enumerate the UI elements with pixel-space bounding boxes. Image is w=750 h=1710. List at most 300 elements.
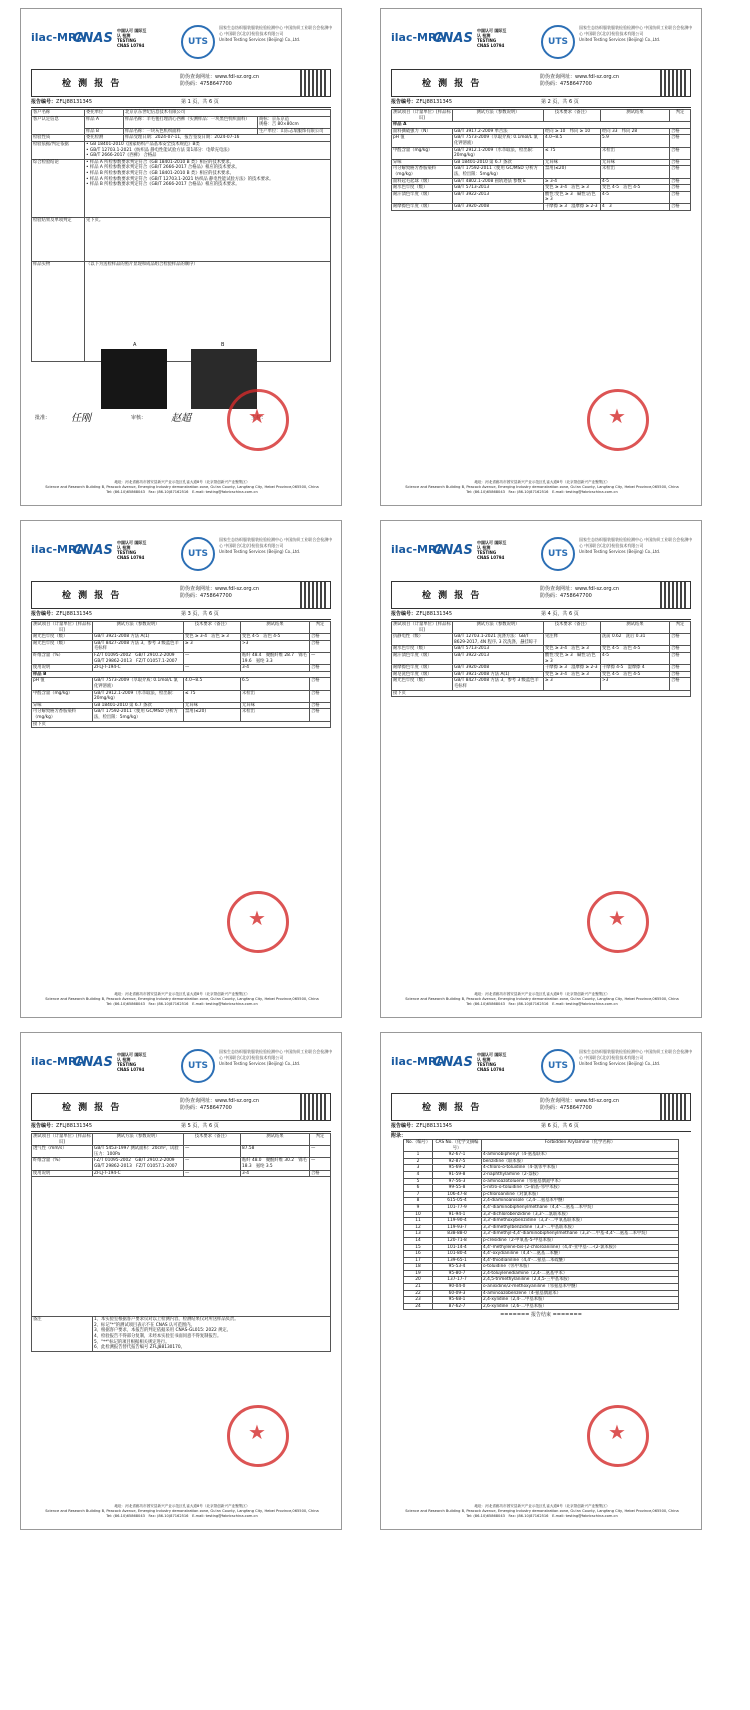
table-row xyxy=(32,709,331,721)
basis-label: 检验依据/判定依据 xyxy=(32,141,85,159)
table-cell: GB/T 3920-2008 xyxy=(453,203,544,210)
table-cell: GB/T 3922-2013 xyxy=(453,652,544,664)
note-item: 6、此检测报告替代报告编号 ZFLJ88130170。 xyxy=(94,1345,185,1351)
table-row xyxy=(32,217,331,261)
lab-name-cn: 国家生态纺织服装服装检验检测中心 中国纺织工业联合会检测中心 中国联合(北京)检验技术有限公司 xyxy=(219,537,333,548)
table-cell: FZ/T 01095-2002 GB/T 2910.2-2009 GB/T 29862-2013 FZ/T 01057.1-2007 xyxy=(93,652,184,664)
col-header: 测试方法（参数说明） xyxy=(453,622,544,634)
report-header xyxy=(31,69,331,97)
query-site: 防伪查询网址：www.fdl-sz.org.cn xyxy=(180,586,260,592)
table-cell: 合格 xyxy=(310,665,331,672)
table-row xyxy=(404,1178,679,1185)
table-cell: 16 xyxy=(404,1251,433,1258)
table-cell: 5.9 xyxy=(601,135,670,147)
table-cell: 透气性（mm/s） xyxy=(32,1146,93,1158)
table-cell: 合格 xyxy=(670,185,691,192)
cnas-accreditation-text: 中国认可 国际互认 检测 TESTING CNAS L0794 xyxy=(117,28,147,48)
report-no: ZFLJ88131345 xyxy=(56,1123,93,1129)
ilac-mra-logo: ilac-MRA xyxy=(391,1055,445,1068)
table-cell: GB/T 3921-2008 方法 A(1) xyxy=(453,671,544,678)
report-page-3 xyxy=(20,520,342,1018)
letterhead xyxy=(391,1045,691,1093)
table-row xyxy=(32,690,331,702)
type-value: 委托检测 xyxy=(85,135,124,142)
cnas-logo: CNAS xyxy=(73,31,113,46)
note-item: 2、标记"*"的测试项目表示不在 CNAS 认可范围内。 xyxy=(94,1322,195,1328)
table-header-row xyxy=(404,1140,679,1152)
table-row xyxy=(404,1244,679,1251)
table-cell: 合格 xyxy=(670,678,691,690)
table-row xyxy=(32,159,331,217)
table-header-row xyxy=(392,622,691,634)
table-cell: 合格 xyxy=(670,191,691,203)
query-site: 防伪查询网址：www.fdl-sz.org.cn xyxy=(540,1098,620,1104)
lab-name-en: United Testing Services (Beijing) Co.,Ltd. xyxy=(579,549,661,554)
col-header: 测试结果 xyxy=(601,622,670,634)
report-page-6 xyxy=(380,1032,702,1530)
lab-name-en: United Testing Services (Beijing) Co.,Ltd. xyxy=(579,1061,661,1066)
table-row xyxy=(404,1251,679,1258)
footer-cn: 地址：河北省廊坊市固安县新兴产业示范区孔雀大道8号（北京领创新兴产业聚集区） xyxy=(114,480,250,484)
table-cell: 合格 xyxy=(670,128,691,135)
table-cell: 2,4-xylidine（2,4-二甲基苯胺） xyxy=(482,1297,679,1304)
report-header xyxy=(31,581,331,609)
report-page-1 xyxy=(20,8,342,506)
table-cell: 4-aminoazobenzene（4-氨基偶氮苯） xyxy=(482,1290,679,1297)
report-body xyxy=(391,109,691,211)
ilac-mra-logo: ilac-MRA xyxy=(31,31,85,44)
table-row xyxy=(32,634,331,641)
table-cell: 可分解致癌芳香胺染料（mg/kg） xyxy=(32,709,93,721)
table-row xyxy=(392,678,691,690)
report-body xyxy=(31,109,331,362)
red-seal-stamp xyxy=(227,389,289,451)
table-cell: — xyxy=(184,652,241,664)
table-row xyxy=(392,191,691,203)
table-cell: 未检出 xyxy=(241,709,310,721)
col-header: 技术要求（备注） xyxy=(544,110,601,122)
table-row xyxy=(32,640,331,652)
table-cell: 可分解致癌芳香胺染料（mg/kg） xyxy=(392,166,453,178)
table-cell: 92-87-5 xyxy=(433,1158,482,1165)
table-cell: 139-65-1 xyxy=(433,1257,482,1264)
table-cell: 面料起毛起球（级） xyxy=(392,178,453,185)
lab-name xyxy=(219,1049,335,1067)
continued-note: 接下页 xyxy=(392,690,691,697)
review-signature: 赵超 xyxy=(171,413,191,424)
report-number-row xyxy=(391,1121,691,1132)
page-number: 第 5 页，共 6 页 xyxy=(181,1123,219,1129)
table-cell: 101-77-9 xyxy=(433,1204,482,1211)
table-cell: 合格 xyxy=(670,634,691,646)
cnas-logo: CNAS xyxy=(433,1055,473,1070)
report-title: 检 测 报 告 xyxy=(62,591,122,601)
section-row xyxy=(32,671,331,678)
sample-label: 客户认定信息 xyxy=(32,116,85,135)
footer-tel: Tel: (86-10)65868043 Fax: (86-10)87162516 E-mail: testing@fabricschina.com.cn xyxy=(466,1514,618,1518)
table-cell: 2,4,5-trimethylaniline（2,4,5-三甲基苯胺） xyxy=(482,1277,679,1284)
table-cell: 纤维含量（%） xyxy=(32,652,93,664)
table-cell: 137-17-7 xyxy=(433,1277,482,1284)
table-cell: 2,6-xylidine（2,6-二甲基苯胺） xyxy=(482,1303,679,1310)
uts-logo: UTS xyxy=(541,537,575,571)
results-rows xyxy=(32,634,331,672)
col-header: 测试方法（参数说明） xyxy=(453,110,544,122)
page-number: 第 1 页，共 6 页 xyxy=(181,99,219,105)
table-cell: — xyxy=(310,652,331,664)
page-footer xyxy=(387,480,697,495)
report-number-row xyxy=(31,609,331,620)
client-sub: 委托单位 xyxy=(85,110,124,117)
table-cell: 变色 4-5 沾色 4-5 xyxy=(601,646,670,653)
table-cell: ≥ 3 xyxy=(544,678,601,690)
table-cell: 异味 xyxy=(32,702,93,709)
table-cell: 无异味 xyxy=(544,159,601,166)
footer-tel: Tel: (86-10)65868043 Fax: (86-10)87162516 E-mail: testing@fabricschina.com.cn xyxy=(466,490,618,494)
table-cell: >3 xyxy=(601,678,670,690)
table-cell: pH 值 xyxy=(392,135,453,147)
table-row xyxy=(404,1224,679,1231)
table-cell: 5-nitro-o-toluidine（5-硝基-邻甲苯胺） xyxy=(482,1185,679,1192)
lab-name xyxy=(579,1049,695,1067)
query-code: 防伪码：4758647700 xyxy=(540,81,592,87)
table-row xyxy=(392,166,691,178)
table-row xyxy=(404,1264,679,1271)
anti-fake-info xyxy=(540,586,619,600)
blank-area xyxy=(32,1177,331,1317)
table-row xyxy=(392,128,691,135)
col-header: 判定 xyxy=(310,1134,331,1146)
table-cell: GB/T 3922-2013 xyxy=(453,191,544,203)
table-cell: 干摩擦 ≥ 3 湿摩擦 ≥ 2-3 xyxy=(544,665,601,672)
table-cell: GB/T 17592-2011（使用 GC/MSD 分析方法，检出限：5mg/kg） xyxy=(93,709,184,721)
footer-cn: 地址：河北省廊坊市固安县新兴产业示范区孔雀大道8号（北京领创新兴产业聚集区） xyxy=(474,1504,610,1508)
qr-code xyxy=(300,1094,326,1120)
cnas-accreditation-text: 中国认可 国际互认 检测 TESTING CNAS L0794 xyxy=(117,540,147,560)
table-row xyxy=(404,1257,679,1264)
footer-en: Science and Research Building B, Peacock Avenue, Emerging Industry demonstration zone, Gu'an County, Langfang City, Hebei Province,065500, China xyxy=(405,485,679,489)
col-header: CAS No.（化学文摘编号） xyxy=(433,1140,482,1152)
table-cell: 838-88-0 xyxy=(433,1231,482,1238)
ilac-mra-logo: ilac-MRA xyxy=(31,1055,85,1068)
table-cell: 经向 ≥ 10 纬向 ≥ 10 xyxy=(544,128,601,135)
table-row xyxy=(404,1297,679,1304)
table-cell: 合格 xyxy=(670,159,691,166)
report-body xyxy=(391,1133,691,1318)
table-header-row xyxy=(32,622,331,634)
table-cell: o-aminoazotoluene（邻氨基偶氮甲苯） xyxy=(482,1178,679,1185)
table-cell: 面料撕破强力（N） xyxy=(392,128,453,135)
sample-b: 样品 B xyxy=(85,128,124,135)
query-code: 防伪码：4758647700 xyxy=(540,593,592,599)
table-row xyxy=(32,1317,331,1352)
col-header: 测试结果 xyxy=(601,110,670,122)
ilac-mra-logo: ilac-MRA xyxy=(391,543,445,556)
table-cell: 21 xyxy=(404,1284,433,1291)
client-label: 客户名称 xyxy=(32,110,85,117)
table-cell: 4,4'-diaminobiphenylmethane（4,4'-二氨基二苯甲烷） xyxy=(482,1204,679,1211)
swatch-b-label: B xyxy=(221,342,225,348)
table-cell: 使用说明 xyxy=(32,665,93,672)
table-cell: benzidine（联苯胺） xyxy=(482,1158,679,1165)
table-cell: GB 18401-2010 第 6.7 条款 xyxy=(453,159,544,166)
arylamine-table xyxy=(403,1139,679,1310)
footer-en: Science and Research Building B, Peacock Avenue, Emerging Industry demonstration zone, Gu'an County, Langfang City, Hebei Province,065500, China xyxy=(405,997,679,1001)
report-number-row xyxy=(391,609,691,620)
table-cell: p-chloroaniline（对氯苯胺） xyxy=(482,1191,679,1198)
query-code: 防伪码：4758647700 xyxy=(180,81,232,87)
table-cell: 4-5 xyxy=(601,178,670,185)
table-cell: — xyxy=(310,1146,331,1158)
cnas-accreditation-text: 中国认可 国际互认 检测 TESTING CNAS L0794 xyxy=(477,540,507,560)
table-cell: — xyxy=(184,1146,241,1158)
table-row xyxy=(404,1284,679,1291)
red-seal-stamp xyxy=(587,891,649,953)
col-header: 技术要求（备注） xyxy=(184,1134,241,1146)
table-cell: 3,3'-dimethyl-4,4'-diaminobiphenylmethane（3,3'-二甲基-4,4'-二氨基二苯甲烷） xyxy=(482,1231,679,1238)
col-header: 测试项目（计量单位）[样品标识] xyxy=(33,622,91,633)
col-header: 测试结果 xyxy=(241,1134,310,1146)
fabric-swatch-a xyxy=(101,349,167,409)
table-cell: o-anisidine/2-methoxyaniline（邻氨基苯甲醚） xyxy=(482,1284,679,1291)
table-cell: 合格 xyxy=(670,671,691,678)
table-cell: 变色 ≥ 3-4 沾色 ≥ 3 xyxy=(544,185,601,192)
brand: 商标：京东京造 xyxy=(259,116,290,122)
sample-a: 样品 A xyxy=(85,116,124,128)
table-cell: 5 xyxy=(404,1178,433,1185)
table-row xyxy=(404,1237,679,1244)
col-header: 测试方法（参数说明） xyxy=(93,1134,184,1146)
table-row xyxy=(392,652,691,664)
table-cell: 3,3'-dimethoxybenzidine（3,3'-二甲氧基联苯胺） xyxy=(482,1218,679,1225)
table-cell: 耐光色牢度（级） xyxy=(32,640,93,652)
table-cell: 干摩擦 4-5 湿摩擦 4 xyxy=(601,665,670,672)
ilac-mra-logo: ilac-MRA xyxy=(391,31,445,44)
query-site: 防伪查询网址：www.fdl-sz.org.cn xyxy=(540,74,620,80)
swatch-a-label: A xyxy=(133,342,137,348)
table-cell: 耐光色牢度（级） xyxy=(32,634,93,641)
table-cell: 4,4'-thiodianiline（4,4'-二氨基二苯硫醚） xyxy=(482,1257,679,1264)
section-row xyxy=(392,122,691,129)
table-cell: GB/T 7573-2009（萃取介质: 0.1mol/L 氯化钾溶液） xyxy=(453,135,544,147)
section-label: 样品 A xyxy=(392,122,691,129)
table-cell: 2 xyxy=(404,1158,433,1165)
table-cell: 119-90-4 xyxy=(433,1218,482,1225)
table-cell: 无异味 xyxy=(184,702,241,709)
col-header: 技术要求（备注） xyxy=(184,622,241,634)
table-row xyxy=(392,147,691,159)
lab-name-en: United Testing Services (Beijing) Co.,Ltd. xyxy=(219,549,301,554)
table-cell: 合格 xyxy=(310,634,331,641)
table-cell: 合格 xyxy=(310,1170,331,1177)
report-no: ZFLJ88131345 xyxy=(56,99,93,105)
anti-fake-info xyxy=(180,1098,259,1112)
table-cell: 4-5 xyxy=(601,191,670,203)
table-cell: 耐摩擦色牢度（级） xyxy=(392,203,453,210)
table-cell: GB/T 3921-2008 方法 A(1) xyxy=(93,634,184,641)
approve-signature: 任刚 xyxy=(71,413,91,424)
table-cell: 4-aminobiphenyl（4-氨基联苯） xyxy=(482,1152,679,1159)
table-cell: GB/T 8427-2008 方法 3，参考 3 级蓝色羊毛标样 xyxy=(93,640,184,652)
report-page-4 xyxy=(380,520,702,1018)
table-row xyxy=(32,1158,331,1170)
table-cell: 洗前 0.62 洗后 0.31 xyxy=(601,634,670,646)
footer-cn: 地址：河北省廊坊市固安县新兴产业示范区孔雀大道8号（北京领创新兴产业聚集区） xyxy=(474,480,610,484)
table-row xyxy=(32,116,331,128)
table-cell: 合格 xyxy=(670,178,691,185)
basis-item: • GB 18401-2010《国家纺织产品基本安全技术规范》B类 xyxy=(86,141,200,147)
table-cell: 变色 4-5 沾色 4-5 xyxy=(601,185,670,192)
table-cell: 91-94-1 xyxy=(433,1211,482,1218)
table-cell: 615-05-4 xyxy=(433,1198,482,1205)
report-page-5 xyxy=(20,1032,342,1530)
report-end: ======= 报告结束 ======= xyxy=(500,1312,582,1319)
report-number-row xyxy=(31,1121,331,1132)
table-cell: 干摩擦 ≥ 3 湿摩擦 ≥ 2-3 xyxy=(544,203,601,210)
table-row xyxy=(32,261,331,361)
table-cell: 3-4 xyxy=(241,1170,310,1177)
table-cell: 合格 xyxy=(670,166,691,178)
col-header: 测试方法（参数说明） xyxy=(93,622,184,634)
lab-name-cn: 国家生态纺织服装服装检验检测中心 中国纺织工业联合会检测中心 中国联合(北京)检验技术有限公司 xyxy=(579,537,693,548)
qr-code xyxy=(660,70,686,96)
footer-en: Science and Research Building B, Peacock Avenue, Emerging Industry demonstration zone, Gu'an County, Langfang City, Hebei Province,065500, China xyxy=(45,485,319,489)
page-number: 第 2 页，共 6 页 xyxy=(541,99,579,105)
footer-en: Science and Research Building B, Peacock Avenue, Emerging Industry demonstration zone, Gu'an County, Langfang City, Hebei Province,065500, China xyxy=(405,1509,679,1513)
table-cell: ZFLJ-T-194-C xyxy=(93,665,184,672)
report-title: 检 测 报 告 xyxy=(422,79,482,89)
table-cell: 使用说明 xyxy=(32,1170,93,1177)
table-cell: 91-59-8 xyxy=(433,1171,482,1178)
report-body xyxy=(391,621,691,697)
table-row xyxy=(32,702,331,709)
uts-logo: UTS xyxy=(181,537,215,571)
table-cell: — xyxy=(184,1170,241,1177)
report-header xyxy=(391,1093,691,1121)
basis-item: • GB/T 2666-2017《西裤》 合格品 xyxy=(86,153,157,159)
table-cell: 3 xyxy=(404,1165,433,1172)
table-cell: 4 3 xyxy=(601,203,670,210)
report-title: 检 测 报 告 xyxy=(62,79,122,89)
table-cell: 耐皂洗色牢度（级） xyxy=(392,671,453,678)
table-cell: 12 xyxy=(404,1224,433,1231)
table-row xyxy=(404,1171,679,1178)
table-cell: 24 xyxy=(404,1303,433,1310)
report-title: 检 测 报 告 xyxy=(422,591,482,601)
table-cell: 14 xyxy=(404,1237,433,1244)
table-cell: 未检出 xyxy=(601,147,670,159)
uts-logo: UTS xyxy=(541,25,575,59)
table-cell: 95-68-1 xyxy=(433,1297,482,1304)
table-row xyxy=(392,159,691,166)
page-number: 第 4 页，共 6 页 xyxy=(541,611,579,617)
table-cell: 粘纤 48.4 聚酰纤维 28.7 锦毛 19.6 氨纶 3.3 xyxy=(241,652,310,664)
table-cell: 18 xyxy=(404,1264,433,1271)
table-cell: GB/T 2912.1-2009（水萃取法，检出限：20mg/kg） xyxy=(453,147,544,159)
footer-en: Science and Research Building B, Peacock Avenue, Emerging Industry demonstration zone, Gu'an County, Langfang City, Hebei Province,065500, China xyxy=(45,997,319,1001)
note-item: 4、检验报告不得部分复制，未经本实验室书面同意不得复制报告。 xyxy=(94,1333,222,1339)
table-cell: 4 xyxy=(404,1171,433,1178)
col-header: Forbidden Arylamine（化学名称） xyxy=(482,1140,679,1152)
info-table xyxy=(31,109,331,362)
table-cell: GB/T 5453-1997 测试面积：20cm²，试验压力：100Pa xyxy=(93,1146,184,1158)
table-cell: GB/T 12703.1-2021 洗涤方法：GB/T 8629-2017, 4N 程序, 3 次洗涤，悬挂晾干 xyxy=(453,634,544,646)
col-header: 测试结果 xyxy=(241,622,310,634)
table-cell: FZ/T 01095-2002 GB/T 2910.2-2009 GB/T 29862-2013 FZ/T 01057.1-2007 xyxy=(93,1158,184,1170)
table-row xyxy=(392,178,691,185)
table-cell: 变色 4-5 沾色 4-5 xyxy=(241,634,310,641)
report-header xyxy=(391,69,691,97)
cnas-logo: CNAS xyxy=(433,31,473,46)
table-cell: 101-80-4 xyxy=(433,1251,482,1258)
basis-item: • GB/T 12703.1-2021《纺织品 静电性能试验方法 第1部分：电晕充电法》 xyxy=(86,147,232,153)
lab-name-cn: 国家生态纺织服装服装检验检测中心 中国纺织工业联合会检测中心 中国联合(北京)检验技术有限公司 xyxy=(219,25,333,36)
table-cell: 甲醛含量（mg/kg） xyxy=(32,690,93,702)
table-cell: 异味 xyxy=(392,159,453,166)
table-row xyxy=(392,203,691,210)
report-no-label: 报告编号： xyxy=(31,99,57,105)
lab-name-cn: 国家生态纺织服装服装检验检测中心 中国纺织工业联合会检测中心 中国联合(北京)检验技术有限公司 xyxy=(219,1049,333,1060)
notes-label: 备注 xyxy=(32,1317,93,1352)
table-cell: o-toluidine（邻甲苯胺） xyxy=(482,1264,679,1271)
photo-label: 样品实物 xyxy=(32,261,85,361)
table-cell: GB 18401-2010 第 6.7 条款 xyxy=(93,702,184,709)
table-cell: 4,4'-oxydianiline（4,4'-二氨基二苯醚） xyxy=(482,1251,679,1258)
col-header: 测试项目（计量单位）[样品标识] xyxy=(393,622,451,633)
table-cell: — xyxy=(310,1158,331,1170)
conclusion-item: • 样品 B 所检参数要求判定符合《GB 18401-2010 B 类》相应的技术要求。 xyxy=(86,170,234,176)
footer-cn: 地址：河北省廊坊市固安县新兴产业示范区孔雀大道8号（北京领创新兴产业聚集区） xyxy=(114,1504,250,1508)
table-cell: 23 xyxy=(404,1297,433,1304)
table-cell: 耐光色牢度（级） xyxy=(392,678,453,690)
table-row xyxy=(32,665,331,672)
table-cell: 15 xyxy=(404,1244,433,1251)
report-no: ZFLJ88131345 xyxy=(416,1123,453,1129)
table-cell: 合格 xyxy=(310,640,331,652)
table-cell: 1 xyxy=(404,1152,433,1159)
report-body xyxy=(31,621,331,728)
table-row xyxy=(392,634,691,646)
anti-fake-info xyxy=(180,586,259,600)
query-site: 防伪查询网址：www.fdl-sz.org.cn xyxy=(180,1098,260,1104)
table-cell: GB/T 5713-2013 xyxy=(453,646,544,653)
table-cell: 合格 xyxy=(310,690,331,702)
table-cell: 变色 ≥ 3-4 沾色 ≥ 3 xyxy=(184,634,241,641)
table-row xyxy=(32,1177,331,1317)
query-code: 防伪码：4758647700 xyxy=(540,1105,592,1111)
report-no: ZFLJ88131345 xyxy=(416,99,453,105)
report-no-label: 报告编号： xyxy=(391,99,417,105)
table-row xyxy=(404,1303,679,1310)
table-cell: 合格 xyxy=(670,646,691,653)
table-cell: p-cresidine（2-甲氧基-5-甲基苯胺） xyxy=(482,1237,679,1244)
table-cell: 4,4'-methylene-bis-(2-chloroaniline)（4,4'-亚甲基-二-(2-氯苯胺)） xyxy=(482,1244,679,1251)
table-cell: 未检出 xyxy=(241,690,310,702)
query-code: 防伪码：4758647700 xyxy=(180,593,232,599)
results-table xyxy=(31,621,331,728)
table-cell: 22 xyxy=(404,1290,433,1297)
cnas-logo: CNAS xyxy=(433,543,473,558)
letterhead xyxy=(31,21,331,69)
letterhead xyxy=(31,1045,331,1093)
letterhead xyxy=(31,533,331,581)
table-cell: 19 xyxy=(404,1270,433,1277)
arylamine-rows xyxy=(404,1152,679,1310)
lab-name-cn: 国家生态纺织服装服装检验检测中心 中国纺织工业联合会检测中心 中国联合(北京)检验技术有限公司 xyxy=(579,1049,693,1060)
table-row xyxy=(404,1198,679,1205)
table-cell: ≥ 3 xyxy=(184,640,241,652)
table-cell: 92-67-1 xyxy=(433,1152,482,1159)
